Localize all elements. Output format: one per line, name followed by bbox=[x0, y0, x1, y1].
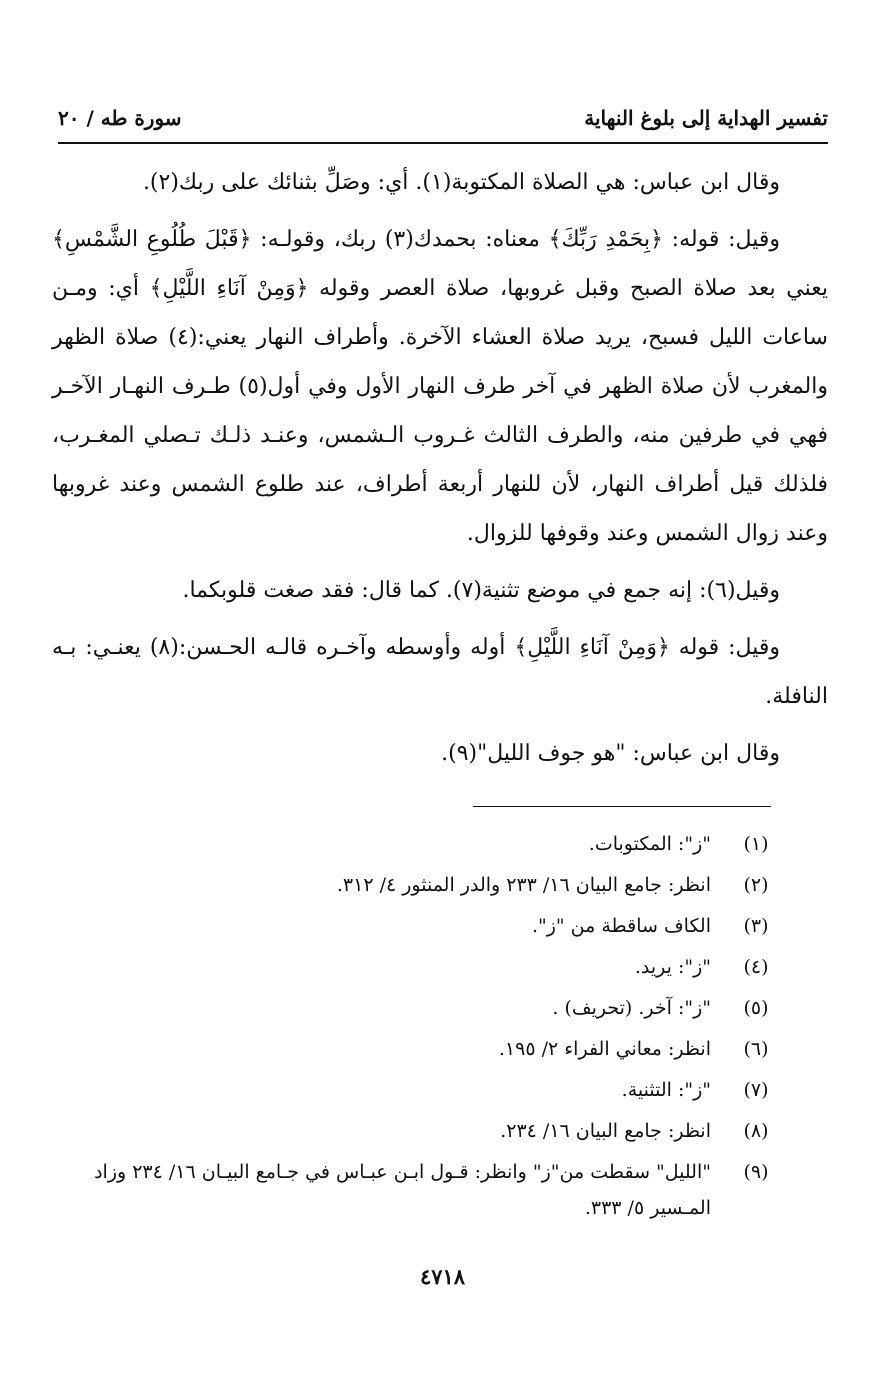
footnote-number: (٢) bbox=[743, 874, 769, 896]
footnote-text: "ز": يريد. bbox=[634, 956, 711, 978]
footnote-number: (٧) bbox=[743, 1079, 769, 1101]
footnote-4 bbox=[56, 947, 776, 988]
footnote-divider bbox=[473, 806, 771, 807]
footnote-text: "ز": المكتوبات. bbox=[588, 833, 711, 855]
footnote-number: (٤) bbox=[743, 956, 769, 978]
footnote-text: الكاف ساقطة من "ز". bbox=[531, 915, 711, 937]
footnote-number: (٥) bbox=[743, 997, 769, 1019]
footnote-7 bbox=[56, 1070, 776, 1111]
footnote-9 bbox=[56, 1154, 776, 1226]
footnote-text: "الليل" سقطت من"ز" وانظر: قـول ابـن عبـاس في جـامع البيـان ١٦/ ٢٣٤ وزاد المـسير ٥/ ٣٣٣. bbox=[94, 1161, 711, 1219]
main-text bbox=[52, 158, 828, 778]
page-number: ٤٧١٨ bbox=[419, 1264, 466, 1289]
footnote-1 bbox=[56, 824, 776, 865]
footnote-number: (٩) bbox=[743, 1161, 769, 1183]
footnotes bbox=[56, 824, 776, 1226]
surah-reference: سورة طه / ٢٠ bbox=[58, 106, 182, 130]
footnote-text: انظر: معاني الفراء ٢/ ١٩٥. bbox=[498, 1038, 711, 1060]
paragraph-3: وقيل(٦): إنه جمع في موضع تثنية(٧). كما قال: فقد صغت قلوبكما. bbox=[182, 578, 780, 603]
footnote-number: (٦) bbox=[743, 1038, 769, 1060]
footnote-text: "ز": التثنية. bbox=[621, 1079, 711, 1101]
footnote-2 bbox=[56, 865, 776, 906]
paragraph-2: وقيل: قوله: ﴿بِحَمْدِ رَبِّكَ﴾ معناه: بحمدك(٣) ربك، وقولـه: ﴿قَبْلَ طُلُوعِ الشَّمْسِ﴾ يعني بعد صلاة الصبح وقبل غروبها، صلاة العصر وقوله ﴿وَمِنْ آنَاءِ اللَّيْلِ﴾ أي: ومـن ساعات الليل فسبح، يريد صلاة العشاء الآخرة. وأطراف النهار يعني:(٤) صلاة الظهر والمغرب لأن صلاة الظهر في آخر طرف النهار الأول وفي أول(٥) طـرف النهـار الآخـر فهي في طرفين منه، والطرف الثالث غـروب الـشمس، وعنـد ذلـك تـصلي المغـرب، فلذلك قيل أطراف النهار، لأن للنهار أربعة أطراف، عند طلوع الشمس وعند غروبها وعند زوال الشمس وعند وقوفها للزوال. bbox=[52, 227, 828, 546]
footnote-number: (٣) bbox=[743, 915, 769, 937]
footnote-6 bbox=[56, 1029, 776, 1070]
footnote-text: انظر: جامع البيان ١٦/ ٢٣٤. bbox=[500, 1120, 711, 1142]
footnote-number: (٨) bbox=[743, 1120, 769, 1142]
book-title: تفسير الهداية إلى بلوغ النهاية bbox=[584, 106, 828, 130]
footnote-5 bbox=[56, 988, 776, 1029]
header-divider bbox=[58, 142, 828, 144]
footnote-text: انظر: جامع البيان ١٦/ ٢٣٣ والدر المنثور ٤/ ٣١٢. bbox=[336, 874, 711, 896]
running-header bbox=[58, 100, 828, 140]
footnote-text: "ز": آخر. (تحريف) . bbox=[552, 997, 711, 1019]
footnote-8 bbox=[56, 1111, 776, 1152]
paragraph-1: وقال ابن عباس: هي الصلاة المكتوبة(١). أي: وصَلِّ بثنائك على ربك(٢). bbox=[142, 170, 780, 195]
footnote-number: (١) bbox=[743, 833, 769, 855]
paragraph-4: وقيل: قوله ﴿وَمِنْ آنَاءِ اللَّيْلِ﴾ أوله وأوسطه وآخـره قالـه الحـسن:(٨) يعنـي: بـه النافلة. bbox=[52, 635, 828, 709]
paragraph-5: وقال ابن عباس: "هو جوف الليل"(٩). bbox=[441, 741, 780, 766]
footnote-3 bbox=[56, 906, 776, 947]
